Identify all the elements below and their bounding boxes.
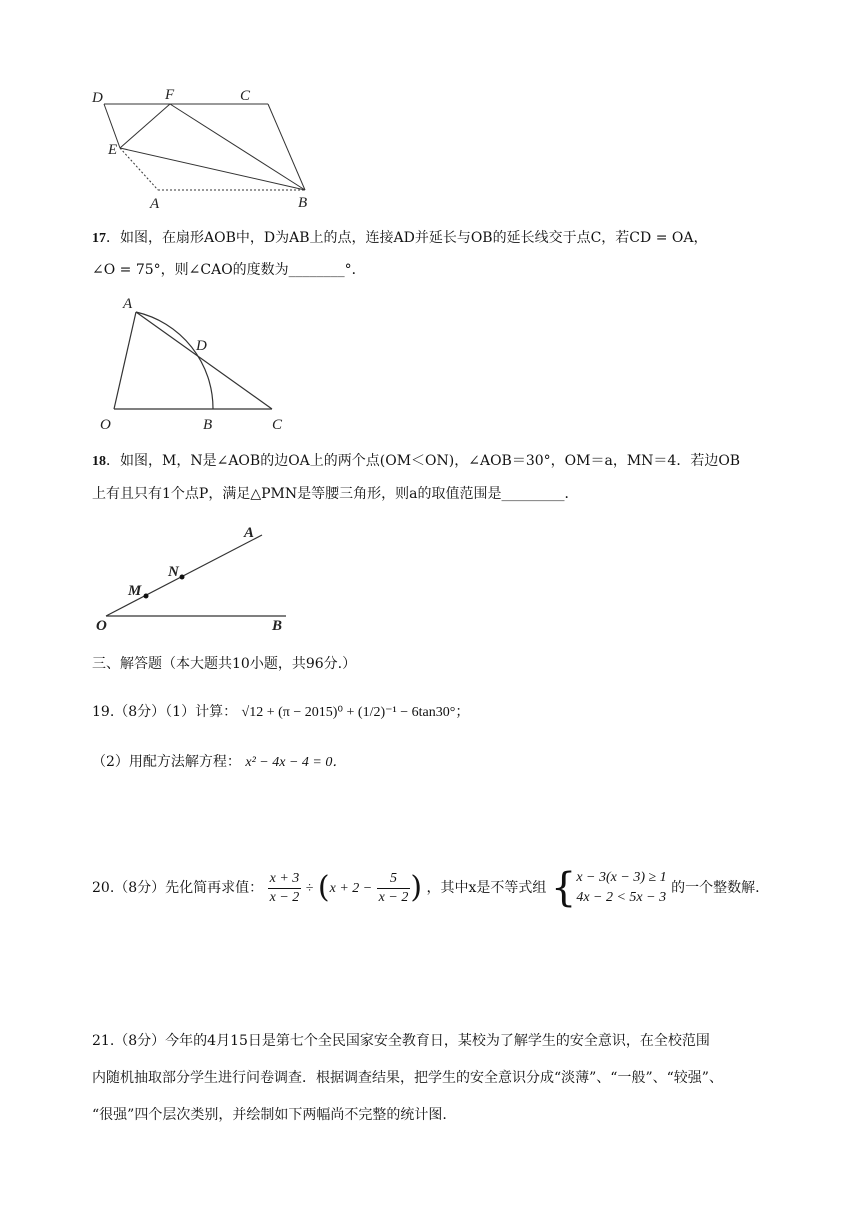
q17-line1 [92,228,707,249]
fig18-label-N: N [168,564,179,580]
section-3-heading: 三、解答题（本大题共10小题，共96分.） [92,656,357,672]
q19-part2-label: （2）用配方法解方程： [92,754,241,770]
q19-part1-expression: √12 + (π − 2015)⁰ + (1/2)⁻¹ − 6tan30°； [241,705,470,720]
q18-number: 18 [92,454,106,469]
label-B: B [298,195,308,211]
q20-fraction-2: $\frac{5}{x - 2}$ [378,870,409,905]
q18-line1 [92,451,740,472]
label-D: D [92,90,103,106]
q18-text2: 上有且只有1个点P，满足△PMN是等腰三角形，则a的取值范围是_________． [92,486,579,502]
q21-line1: 21.（8分）今年的4月15日是第七个全民国家安全教育日，某校为了解学生的安全意识，在全校范围 [92,1033,710,1049]
q19-part2-expression: x² − 4x − 4 = 0． [245,755,347,770]
q20-inequality-2: 4x − 2 < 5x − 3 [576,890,667,905]
q20: 20.（8分）先化简再求值： $\frac{x + 3}{x - 2}$ ÷ (x + 2 − $\frac{5}{x - 2}$ ) ，其中x是不等式组 { x − 3(x − 3) ≥ 1 4x − 2 < 5x − 3 的一个整数解. [92,865,760,911]
q20-paren-body: x + 2 − [329,881,373,896]
q20-inequality-system [576,868,666,908]
fig17-label-O: O [100,417,111,433]
q17-line2 [92,260,366,280]
q17-number: 17 [92,231,106,246]
figure-sector [92,292,302,437]
q21-line3: “很强”四个层次类别，并绘制如下两幅尚不完整的统计图. [92,1107,447,1123]
q19-part2 [92,752,346,773]
q18-text1: ．如图，M，N是∠AOB的边OA上的两个点(OM＜ON)，∠AOB＝30°，OM＝a，MN＝4．若边OB [106,453,741,469]
q20-middle-text: ，其中x是不等式组 [426,880,547,896]
fig17-label-A: A [123,296,133,312]
q20-label: 20.（8分）先化简再求值： [92,880,264,896]
label-C: C [240,88,251,104]
q19-part1 [92,702,469,723]
fig17-label-C: C [272,417,283,433]
fig18-label-B: B [272,618,283,634]
fig18-label-O: O [96,618,107,634]
q18-line2 [92,484,578,504]
q17-text2: ∠O = 75°，则∠CAO的度数为________°． [92,262,366,278]
label-F: F [165,87,175,103]
q20-suffix: 的一个整数解. [671,880,760,896]
fig18-label-A: A [244,525,255,541]
figure-parallelogram [80,82,330,217]
fig17-label-D: D [196,338,207,354]
fig17-label-B: B [203,417,213,433]
label-A: A [150,196,160,212]
q17-text1: ．如图，在扇形AOB中，D为AB上的点，连接AD并延长与OB的延长线交于点C，若CD = OA， [106,230,708,246]
fig18-label-M: M [128,583,142,599]
q20-inequality-1: x − 3(x − 3) ≥ 1 [576,870,667,885]
figure-angle [92,520,302,635]
q20-fraction-1: $\frac{x + 3}{x - 2}$ [269,870,300,905]
label-E: E [108,142,118,158]
q21-line2: 内随机抽取部分学生进行问卷调查．根据调查结果，把学生的安全意识分成“淡薄”、“一般”、“较强”、 [92,1070,723,1086]
q20-divide-sign: ÷ [305,881,314,896]
q19-part1-label: 19.（8分）（1）计算： [92,704,238,720]
